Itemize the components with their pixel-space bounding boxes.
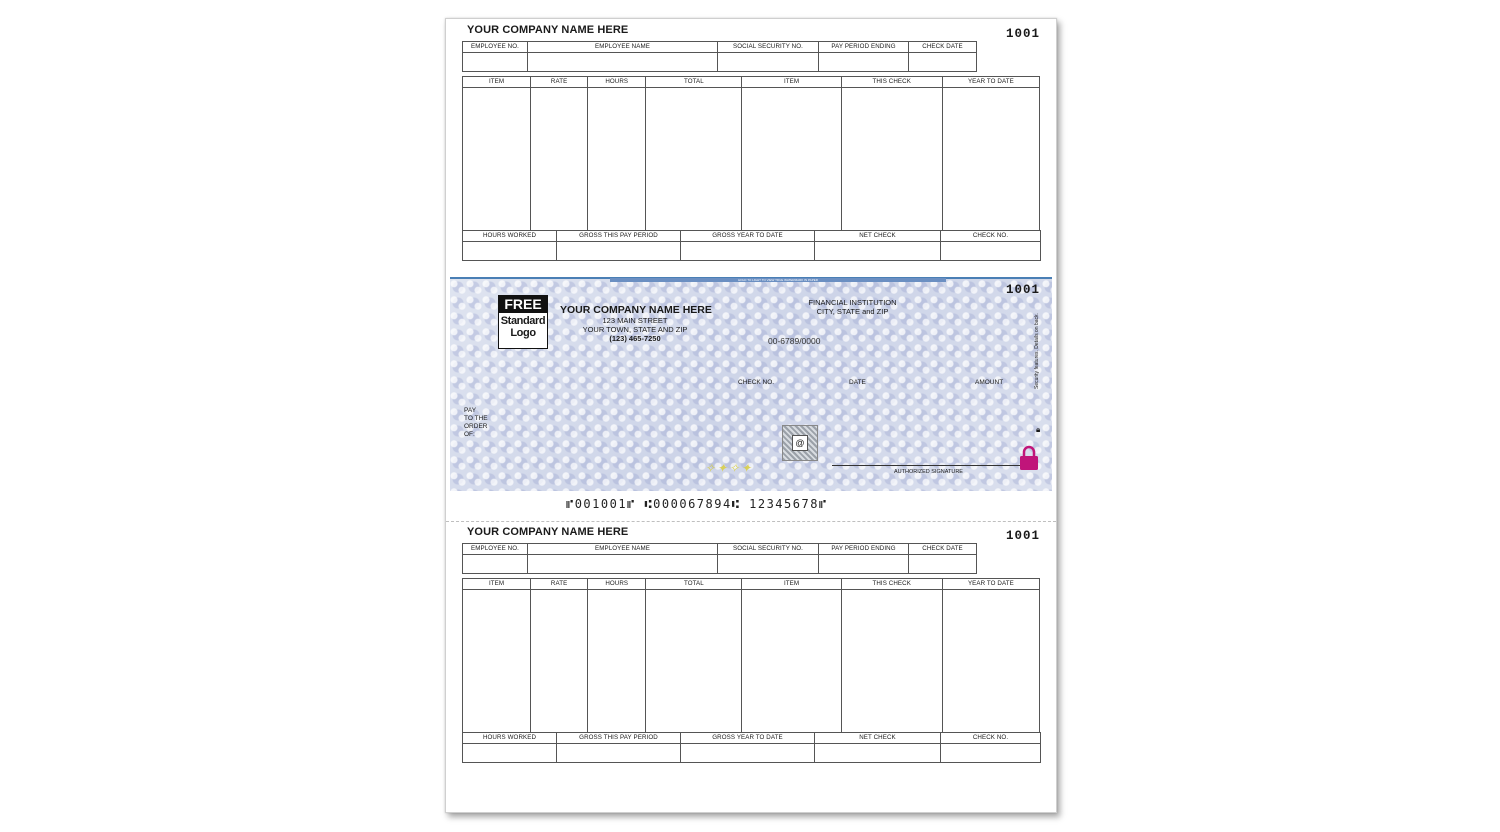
hologram-icon	[782, 425, 818, 461]
field-cell[interactable]	[557, 242, 681, 261]
earnings-table	[462, 76, 1040, 231]
col-pay-period-ending: PAY PERIOD ENDING	[819, 42, 909, 53]
field-cell[interactable]	[841, 88, 942, 231]
col-employee-no: EMPLOYEE NO.	[463, 42, 528, 53]
hologram-at-icon: @	[792, 435, 808, 451]
phone: (123) 465-7250	[609, 334, 661, 343]
field-cell[interactable]	[463, 88, 531, 231]
employee-header-table	[462, 543, 977, 574]
col-gross-ytd: GROSS YEAR TO DATE	[681, 231, 815, 242]
col-employee-no: EMPLOYEE NO.	[463, 544, 528, 555]
pay-line-1: PAY	[464, 407, 477, 414]
field-cell[interactable]	[742, 88, 841, 231]
fractional-routing: 00-6789/0000	[768, 336, 821, 346]
col-net-check: NET CHECK	[815, 231, 941, 242]
field-cell[interactable]	[463, 53, 528, 72]
col-check-date: CHECK DATE	[909, 42, 977, 53]
check-body	[450, 277, 1052, 491]
field-cell[interactable]	[815, 744, 941, 763]
label-date: DATE	[849, 379, 866, 386]
col-pay-period-ending: PAY PERIOD ENDING	[819, 544, 909, 555]
col-year-to-date: YEAR TO DATE	[942, 77, 1039, 88]
col-total: TOTAL	[646, 579, 742, 590]
pay-line-2: TO THE	[464, 415, 488, 422]
field-cell[interactable]	[909, 53, 977, 72]
col-year-to-date: YEAR TO DATE	[942, 579, 1039, 590]
col-item-deductions: ITEM	[742, 579, 841, 590]
field-cell[interactable]	[463, 555, 528, 574]
col-rate: RATE	[531, 77, 588, 88]
field-cell[interactable]	[646, 590, 742, 733]
field-cell[interactable]	[557, 744, 681, 763]
col-item: ITEM	[463, 77, 531, 88]
label-amount: AMOUNT	[975, 379, 1004, 386]
field-cell[interactable]	[819, 53, 909, 72]
earnings-table	[462, 578, 1040, 733]
col-gross-this-period: GROSS THIS PAY PERIOD	[557, 231, 681, 242]
col-ssn: SOCIAL SECURITY NO.	[718, 544, 819, 555]
col-employee-name: EMPLOYEE NAME	[528, 42, 718, 53]
totals-table	[462, 230, 1041, 261]
col-rate: RATE	[531, 579, 588, 590]
col-gross-ytd: GROSS YEAR TO DATE	[681, 733, 815, 744]
bank-info	[800, 298, 905, 316]
col-hours: HOURS	[588, 579, 646, 590]
stub-check-number: 1001	[1005, 27, 1040, 41]
field-cell[interactable]	[941, 744, 1041, 763]
bank-name: FINANCIAL INSTITUTION	[808, 298, 897, 307]
field-cell[interactable]	[718, 555, 819, 574]
field-cell[interactable]	[681, 744, 815, 763]
label-check-no: CHECK NO.	[738, 379, 775, 386]
logo-logo-text: Logo	[510, 327, 536, 339]
micr-line: ⑈001001⑈ ⑆000067894⑆ 12345678⑈	[566, 497, 828, 511]
field-cell[interactable]	[528, 53, 718, 72]
gold-foil-mark: ✧✦✧✦	[705, 461, 754, 475]
check-number: 1001	[1005, 283, 1040, 297]
small-lock-icon: 🔒︎	[1036, 425, 1041, 434]
stub-company-name: YOUR COMPANY NAME HERE	[467, 24, 629, 36]
field-cell[interactable]	[942, 590, 1039, 733]
field-cell[interactable]	[718, 53, 819, 72]
field-cell[interactable]	[463, 590, 531, 733]
pay-to-order-label	[464, 407, 488, 439]
col-hours: HOURS	[588, 77, 646, 88]
field-cell[interactable]	[588, 88, 646, 231]
stub-top	[446, 19, 1056, 279]
col-item: ITEM	[463, 579, 531, 590]
col-net-check: NET CHECK	[815, 733, 941, 744]
logo-standard-text: Standard	[500, 315, 546, 327]
field-cell[interactable]	[531, 590, 588, 733]
col-ssn: SOCIAL SECURITY NO.	[718, 42, 819, 53]
field-cell[interactable]	[742, 590, 841, 733]
col-gross-this-period: GROSS THIS PAY PERIOD	[557, 733, 681, 744]
field-cell[interactable]	[463, 744, 557, 763]
stub-company-name: YOUR COMPANY NAME HERE	[467, 526, 629, 538]
address-line-1: 123 MAIN STREET	[602, 316, 668, 325]
col-item-deductions: ITEM	[742, 77, 841, 88]
col-check-no: CHECK NO.	[941, 231, 1041, 242]
microprint-band: HOLD TO LIGHT TO VIEW TRUE WATERMARK IN PAPER	[610, 278, 946, 282]
check-sheet	[445, 18, 1057, 813]
company-address	[580, 316, 690, 343]
check-company-name: YOUR COMPANY NAME HERE	[560, 304, 712, 316]
address-line-2: YOUR TOWN, STATE AND ZIP	[582, 325, 688, 334]
pay-line-4: OF:	[464, 431, 475, 438]
col-this-check: THIS CHECK	[841, 579, 942, 590]
logo	[498, 295, 548, 349]
field-cell[interactable]	[941, 242, 1041, 261]
signature-label: AUTHORIZED SIGNATURE	[894, 469, 963, 475]
field-cell[interactable]	[646, 88, 742, 231]
stub-check-number: 1001	[1005, 529, 1040, 543]
field-cell[interactable]	[463, 242, 557, 261]
employee-header-table	[462, 41, 977, 72]
field-cell[interactable]	[909, 555, 977, 574]
col-check-no: CHECK NO.	[941, 733, 1041, 744]
signature-line[interactable]	[832, 465, 1025, 466]
field-cell[interactable]	[588, 590, 646, 733]
col-check-date: CHECK DATE	[909, 544, 977, 555]
col-total: TOTAL	[646, 77, 742, 88]
field-cell[interactable]	[681, 242, 815, 261]
security-note: Security features. Details on back.	[1034, 313, 1040, 389]
col-hours-worked: HOURS WORKED	[463, 231, 557, 242]
field-cell[interactable]	[528, 555, 718, 574]
col-this-check: THIS CHECK	[841, 77, 942, 88]
logo-free-text: FREE	[499, 296, 547, 313]
bank-location: CITY, STATE and ZIP	[816, 307, 889, 316]
field-cell[interactable]	[819, 555, 909, 574]
field-cell[interactable]	[815, 242, 941, 261]
col-employee-name: EMPLOYEE NAME	[528, 544, 718, 555]
lock-icon	[1018, 445, 1040, 471]
field-cell[interactable]	[942, 88, 1039, 231]
totals-table	[462, 732, 1041, 763]
field-cell[interactable]	[531, 88, 588, 231]
col-hours-worked: HOURS WORKED	[463, 733, 557, 744]
field-cell[interactable]	[841, 590, 942, 733]
pay-line-3: ORDER	[464, 423, 488, 430]
stub-bottom	[446, 521, 1056, 781]
